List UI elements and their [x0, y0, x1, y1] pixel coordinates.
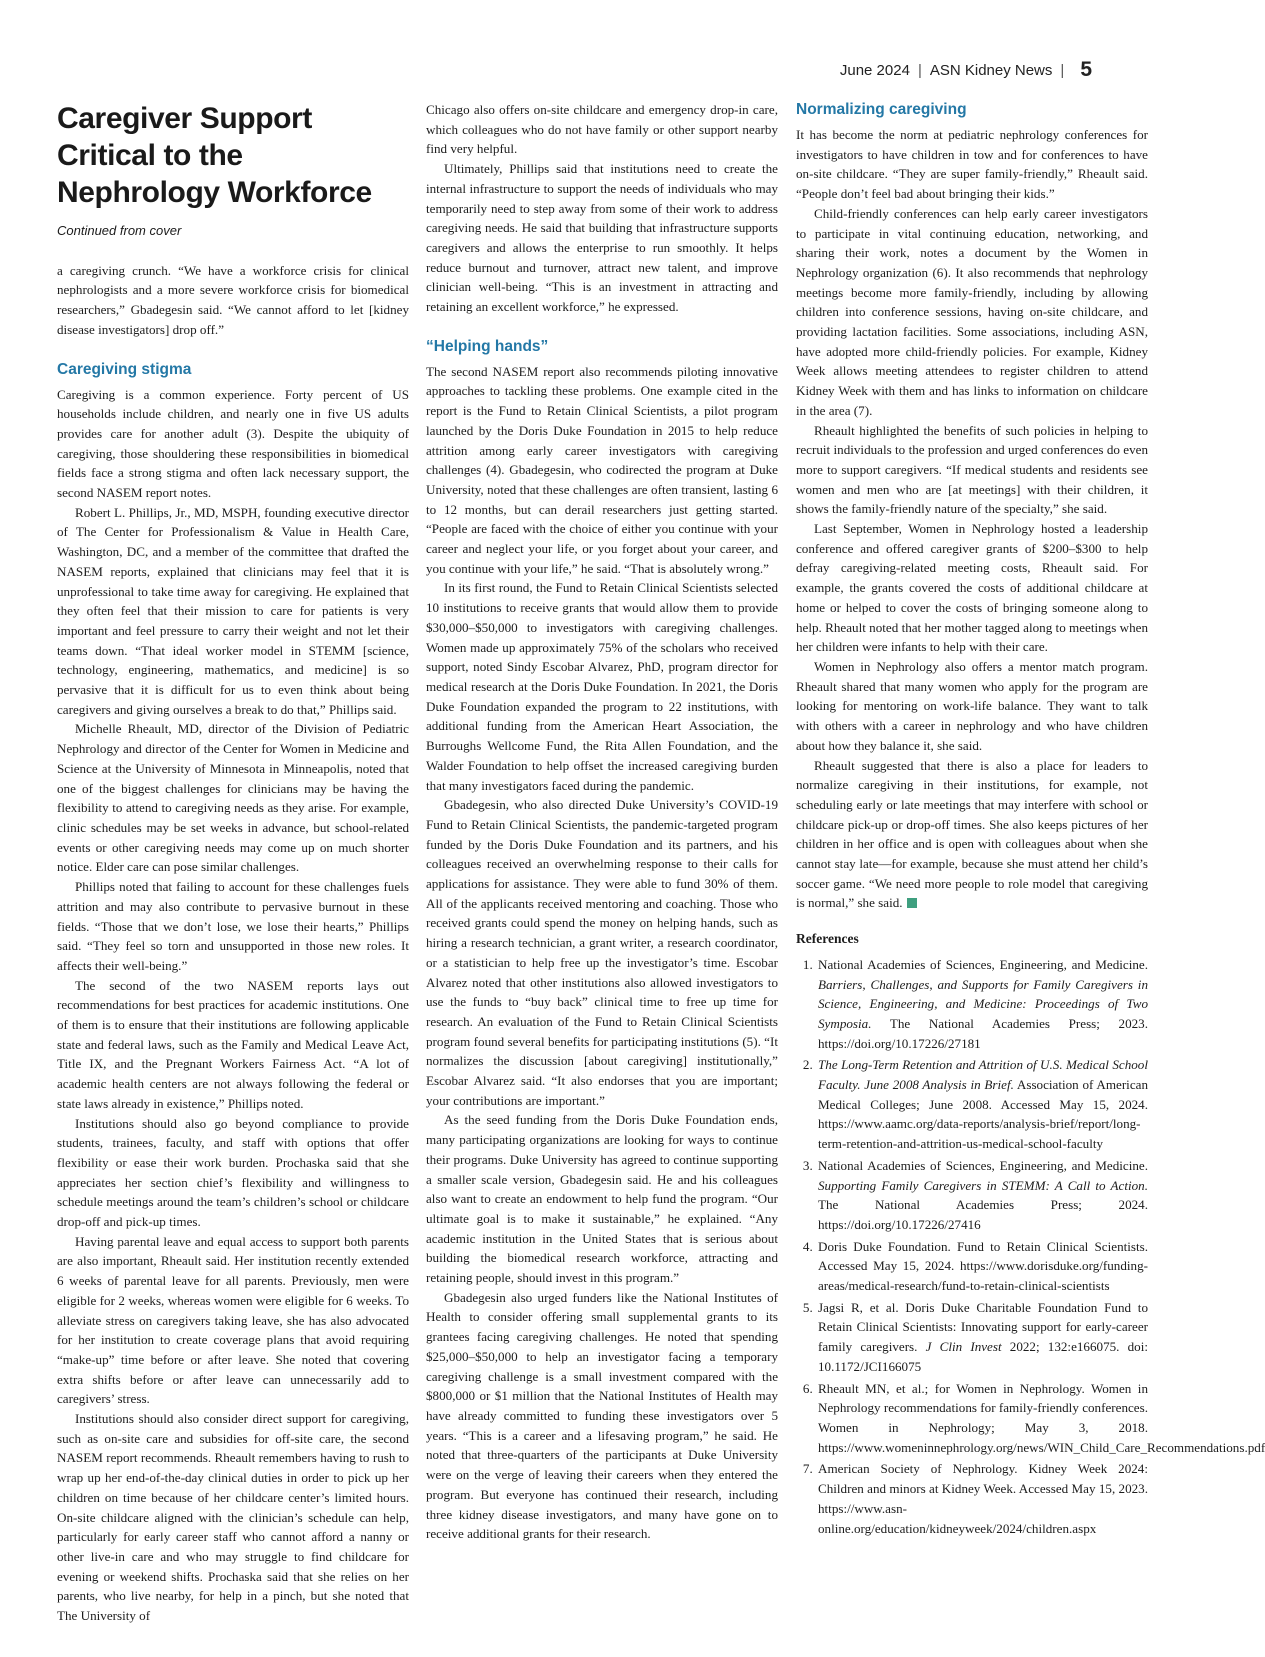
- paragraph: Robert L. Phillips, Jr., MD, MSPH, founding executive director of The Center for Professionalism & Value in Health Care, Washington, DC, and a member of the committee that drafted the NASEM reports, explained that clinicians may feel that it is unprofessional to take time away for caregiving. He explained that they often feel that their mission to care for patients is very important and feel pressure to carry their weight and not let their teams down. “That ideal worker model in STEMM [science, technology, engineering, mathematics, and medicine] is so pervasive that it is difficult for us to even think about being caregivers and giving ourselves a break to do that,” Phillips said.: [57, 504, 409, 717]
- column-3: [796, 100, 1265, 1540]
- column-2: [426, 100, 778, 1544]
- paragraph: Last September, Women in Nephrology hosted a leadership conference and offered caregiver grants of $200–$300 to help defray caregiving-related meeting costs, Rheault said. For example, the grants covered the costs of additional childcare at home or helped to cover the costs of bringing someone along to help. Rheault noted that her mother tagged along to meetings when her children were infants to help with their care.: [796, 521, 1148, 655]
- continued-from-cover: Continued from cover: [57, 223, 182, 238]
- page-number: 5: [1080, 58, 1092, 81]
- paragraph: In its first round, the Fund to Retain Clinical Scientists selected 10 institutions to receive grants that would allow them to provide $30,000–$50,000 to investigators with caregiving challenges. Women made up approximately 75% of the scholars who received support, noted Sindy Escobar Alvarez, PhD, program director for medical research at the Doris Duke Foundation. In 2021, the Doris Duke Foundation expanded the program to 22 institutions, with additional funding from the American Heart Association, the Burroughs Wellcome Fund, the Rita Allen Foundation, and the Walder Foundation to help offset the increased caregiving burden that many investigators faced during the pandemic.: [426, 580, 778, 793]
- reference-title: Barriers, Challenges, and Supports for Family Caregivers in Science, Engineering, and Medicine: Proceedings of Two Symposia.: [818, 976, 1148, 1031]
- references-heading: References: [796, 931, 859, 947]
- reference-text: 2022; 132:e166075. doi: 10.1172/JCI166075: [818, 1339, 1148, 1374]
- reference-text: The National Academies Press; 2023. https://doi.org/10.17226/27181: [818, 1015, 1148, 1051]
- reference-item: [816, 955, 1148, 1054]
- reference-title: Supporting Family Caregivers in STEMM: A Call to Action.: [818, 1177, 1148, 1193]
- paragraph: Gbadegesin also urged funders like the National Institutes of Health to consider offering small supplemental grants to its grantees facing caregiving challenges. He noted that spending $25,000–$50,000 to help an investigator facing a temporary caregiving challenge is a small investment compared with the $800,000 or $1 million that the National Institutes of Health may have already committed to funding these investigators over 5 years. “This is a career and a lifesaving program,” he said. He noted that three-quarters of the participants at Duke University were on the verge of leaving their careers when they entered the program. But everyone has continued their research, including three kidney disease investigators, and many have gone on to receive additional grants for their research.: [426, 1289, 778, 1542]
- running-header: [840, 58, 1092, 82]
- paragraph: Gbadegesin, who also directed Duke University’s COVID-19 Fund to Retain Clinical Scientists, the pandemic-targeted program funded by the Doris Duke Foundation and its partners, and his colleagues received an overwhelming response to their calls for applications for assistance. They were able to fund 30% of them. All of the applicants received mentoring and coaching. Those who received grants could spend the money on helping hands, such as hiring a research technician, a grant writer, a research coordinator, or a statistician to help free up the investigator’s time. Escobar Alvarez noted that other institutions also allowed investigators to use the funds to “buy back” clinical time to free up time for research. An evaluation of the Fund to Retain Clinical Scientists program found several benefits for participating institutions (5). “It normalizes the discussion [about caregiving] institutionally,” Escobar Alvarez said. “It also endorses that you are important; your contributions are important.”: [426, 797, 778, 1108]
- reference-item: [816, 1298, 1148, 1377]
- reference-journal: J Clin Invest: [925, 1339, 1002, 1355]
- reference-item: [816, 1055, 1148, 1154]
- reference-text: The National Academies Press; 2024. https://doi.org/10.17226/27416: [818, 1197, 1148, 1232]
- reference-title: The Long-Term Retention and Attrition of U.S. Medical School Faculty. June 2008 Analysis in Brief.: [818, 1057, 1148, 1093]
- reference-item: [816, 1459, 1148, 1538]
- paragraph: Phillips noted that failing to account for these challenges fuels attrition and may also contribute to pervasive burnout in these fields. “Those that we don’t lose, we lose their hearts,” Phillips said. “They feel so torn and unsupported in those new roles. It affects their well-being.”: [57, 879, 409, 973]
- paragraph: Chicago also offers on-site childcare and emergency drop-in care, which colleagues who do not have family or other support nearby find very helpful.: [426, 102, 778, 157]
- paragraph: Ultimately, Phillips said that institutions need to create the internal infrastructure to support the needs of individuals who may temporarily need to step away from some of their work to address caregiving needs. He said that building that infrastructure supports caregivers and allows the enterprise to run smoothly. It helps reduce burnout and turnover, attract new talent, and improve clinician well-being. “This is an investment in attracting and retaining an excellent workforce,” he expressed.: [426, 161, 778, 315]
- reference-text: Doris Duke Foundation. Fund to Retain Clinical Scientists. Accessed May 15, 2024. https://www.dorisduke.org/funding-areas/medical-research/fund-to-retain-clinical-scientists: [818, 1238, 1148, 1294]
- paragraph: Child-friendly conferences can help early career investigators to participate in vital continuing education, networking, and sharing their work, notes a document by the Women in Nephrology organization (6). It also recommends that nephrology meetings become more family-friendly, including by allowing children into conference sessions, having on-site childcare, and providing lactation facilities. Some associations, including ASN, have adopted more child-friendly policies. For example, Kidney Week allows meeting attendees to register children to attend Kidney Week with them and has links to information on childcare in the area (7).: [796, 205, 1148, 418]
- paragraph: Women in Nephrology also offers a mentor match program. Rheault shared that many women who apply for the program are looking for mentoring on work-life balance. They want to talk with others with a career in nephrology and who have children about how they balance it, she said.: [796, 658, 1148, 753]
- paragraph: Caregiving is a common experience. Forty percent of US households include children, and nearly one in five US adults provides care for another adult (3). Despite the ubiquity of caregiving, those shouldering these responsibilities in biomedical fields face a strong stigma and often lack necessary support, the second NASEM report notes.: [57, 386, 409, 501]
- subhead-normalizing-caregiving: Normalizing caregiving: [796, 101, 967, 118]
- reference-item: [816, 1379, 1265, 1458]
- reference-text: National Academies of Sciences, Engineering, and Medicine.: [818, 956, 1148, 972]
- reference-text: Rheault MN, et al.; for Women in Nephrology. Women in Nephrology recommendations for family-friendly conferences. Women in Nephrology; May 3, 2018. https://www.womeninnephrology.org/news/WIN_Child_Care_Recommendations.pdf: [818, 1380, 1265, 1455]
- paragraph: Rheault highlighted the benefits of such policies in helping to recruit individuals to the profession and urged conferences do even more to support caregivers. “If medical students and residents see women and men who are [at meetings] with their children, it shows the family-friendly nature of the specialty,” she said.: [796, 422, 1148, 517]
- subhead-caregiving-stigma: Caregiving stigma: [57, 360, 192, 378]
- reference-text: American Society of Nephrology. Kidney Week 2024: Children and minors at Kidney Week. Accessed May 15, 2023. https://www.asn-online.org/education/kidneyweek/2024/children.aspx: [818, 1461, 1148, 1536]
- reference-item: [816, 1156, 1148, 1235]
- article-title: Caregiver Support Critical to the Nephrology Workforce: [57, 102, 372, 209]
- end-of-article-mark: [907, 898, 917, 908]
- paragraph: [796, 756, 1148, 914]
- paragraph: Institutions should also consider direct support for caregiving, such as on-site care and subsidies for off-site care, the second NASEM report recommends. Rheault remembers having to rush to wrap up her end-of-the-day clinical duties in order to pick up her children on time because of her childcare center’s limited hours. On-site childcare aligned with the clinician’s schedule can help, particularly for early career staff who cannot afford a nanny or other live-in care and who may struggle to find childcare for evening or weekend shifts. Prochaska said that she relies on her parents, who live nearby, for help in a pinch, but she noted that The University of: [57, 1411, 409, 1624]
- paragraph: Having parental leave and equal access to support both parents are also important, Rheault said. Her institution recently extended 6 weeks of parental leave for all parents. Previously, men were eligible for 2 weeks, whereas women were eligible for 6 weeks. To alleviate stress on caregivers taking leave, she has also advocated for her institution to create coverage plans that avoid requiring “make-up” time before or after leave. She noted that covering extra shifts before or after leave can unnecessarily add to caregivers’ stress.: [57, 1233, 409, 1407]
- issue-date: June 2024: [839, 61, 910, 79]
- paragraph: As the seed funding from the Doris Duke Foundation ends, many participating organizations are looking for ways to continue their programs. Duke University has agreed to continue supporting a smaller scale version, Gbadegesin said. He and his colleagues also want to create an endowment to help fund the program. “Our ultimate goal is to make it sustainable,” he explained. “Any academic institution in the United States that is serious about building the biomedical research workforce, attracting and retaining people, should invest in this program.”: [426, 1112, 778, 1286]
- paragraph: Institutions should also go beyond compliance to provide students, trainees, faculty, and staff with options that offer flexibility or ease their work burden. Prochaska said that she appreciates her section chief’s flexibility and willingness to schedule meetings around the team’s children’s school or childcare drop-off and pick-up times.: [57, 1115, 409, 1230]
- reference-text: Jagsi R, et al. Doris Duke Charitable Foundation Fund to Retain Clinical Scientists: Innovating support for early-career family caregivers.: [818, 1299, 1148, 1355]
- publication-name: ASN Kidney News: [929, 61, 1053, 79]
- paragraph: The second of the two NASEM reports lays out recommendations for best practices for academic institutions. One of them is to ensure that their institutions are following applicable state and federal laws, such as the Family and Medical Leave Act, Title IX, and the Pregnant Workers Fairness Act. “A lot of academic health centers are not always following the federal or state laws already in existence,” Phillips noted.: [57, 977, 409, 1111]
- reference-text: National Academies of Sciences, Engineering, and Medicine.: [818, 1157, 1148, 1173]
- reference-text: Association of American Medical Colleges; June 2008. Accessed May 15, 2024. https://www.aamc.org/data-reports/analysis-brief/report/long-term-retention-and-attrition-us-medical-school-faculty: [818, 1077, 1148, 1152]
- paragraph-text: Rheault suggested that there is also a place for leaders to normalize caregiving in their institutions, for example, not scheduling early or late meetings that may interfere with school or childcare pick-up or drop-off times. She also keeps pictures of her children in her office and is open with colleagues about when she cannot stay late—for example, because she must attend her child’s soccer game. “We need more people to role model that caregiving is normal,” she said.: [796, 757, 1148, 911]
- paragraph: It has become the norm at pediatric nephrology conferences for investigators to have children in tow and for conferences to have on-site childcare. “They are super family-friendly,” Rheault said. “People don’t feel bad about bringing their kids.”: [796, 127, 1148, 202]
- references-list: [796, 955, 1265, 1538]
- header-separator: |: [917, 61, 922, 79]
- paragraph: The second NASEM report also recommends piloting innovative approaches to tackling these problems. One example cited in the report is the Fund to Retain Clinical Scientists, a pilot program launched by the Doris Duke Foundation in 2015 to help reduce attrition among early career investigators with caregiving challenges (4). Gbadegesin, who codirected the program at Duke University, noted that these challenges are often transient, lasting 6 to 12 months, but can derail researchers just getting started. “People are faced with the choice of either you continue with your career and neglect your life, or you forget about your career, and you continue with your life,” he said. “That is absolutely wrong.”: [426, 363, 778, 576]
- column-1: [57, 100, 409, 1626]
- paragraph: Michelle Rheault, MD, director of the Division of Pediatric Nephrology and director of the Center for Women in Medicine and Science at the University of Minnesota in Minneapolis, noted that one of the biggest challenges for clinicians may be having the flexibility to attend to caregiving needs as they arise. For example, clinic schedules may be set weeks in advance, but school-related events or other caregiving needs may come up on much shorter notice. Elder care can pose similar challenges.: [57, 721, 409, 875]
- header-separator: |: [1060, 61, 1065, 79]
- reference-item: [816, 1237, 1148, 1296]
- paragraph: a caregiving crunch. “We have a workforce crisis for clinical nephrologists and a more severe workforce crisis for biomedical researchers,” Gbadegesin said. “We cannot afford to let [kidney disease investigators] drop off.”: [57, 262, 409, 337]
- subhead-helping-hands: “Helping hands”: [426, 337, 549, 355]
